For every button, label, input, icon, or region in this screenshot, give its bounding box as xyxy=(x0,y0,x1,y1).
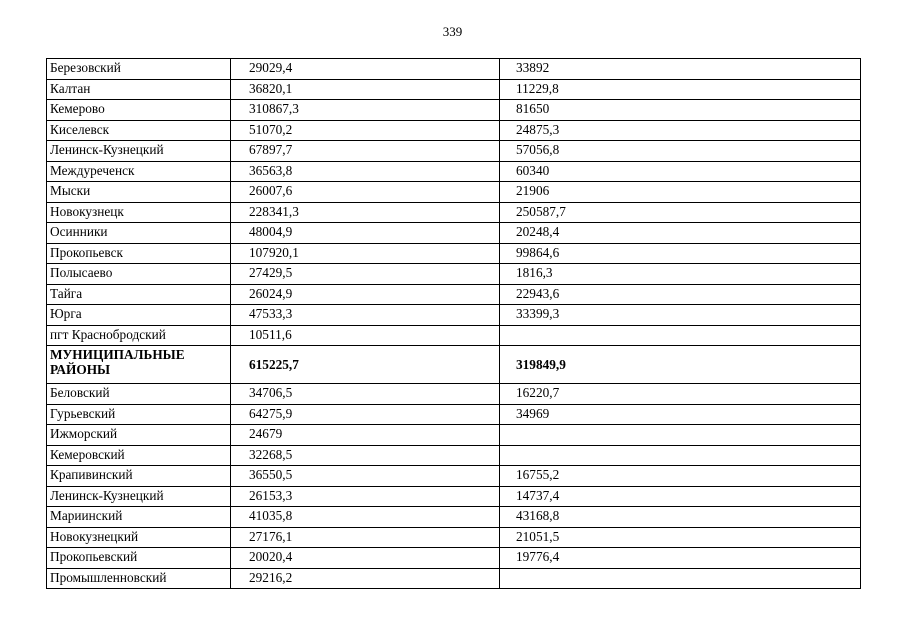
value-column-1-cell: 26024,9 xyxy=(231,284,500,305)
value-column-1-cell: 228341,3 xyxy=(231,202,500,223)
value-column-2-cell: 20248,4 xyxy=(500,223,861,244)
table-row xyxy=(47,59,861,80)
value-column-2-cell xyxy=(500,325,861,346)
section-name-cell: МУНИЦИПАЛЬНЫЕ РАЙОНЫ xyxy=(47,346,231,384)
table-row xyxy=(47,568,861,589)
section-row xyxy=(47,346,861,384)
value-column-1-cell: 36563,8 xyxy=(231,161,500,182)
value-column-2-cell: 60340 xyxy=(500,161,861,182)
municipality-name-cell: Полысаево xyxy=(47,264,231,285)
value-column-1-cell: 10511,6 xyxy=(231,325,500,346)
value-column-2-cell: 57056,8 xyxy=(500,141,861,162)
municipality-name-cell: Юрга xyxy=(47,305,231,326)
table-row xyxy=(47,486,861,507)
municipality-name-cell: Новокузнецк xyxy=(47,202,231,223)
table-row xyxy=(47,404,861,425)
table-row xyxy=(47,120,861,141)
table-row xyxy=(47,141,861,162)
value-column-1-cell: 36550,5 xyxy=(231,466,500,487)
value-column-2-cell: 22943,6 xyxy=(500,284,861,305)
municipality-name-cell: Междуреченск xyxy=(47,161,231,182)
table-row xyxy=(47,202,861,223)
value-column-2-cell xyxy=(500,425,861,446)
value-column-1-cell: 64275,9 xyxy=(231,404,500,425)
table-row xyxy=(47,161,861,182)
municipality-name-cell: Мариинский xyxy=(47,507,231,528)
value-column-2-cell: 34969 xyxy=(500,404,861,425)
value-column-2-cell: 14737,4 xyxy=(500,486,861,507)
table-row xyxy=(47,384,861,405)
table-row xyxy=(47,243,861,264)
municipality-name-cell: Тайга xyxy=(47,284,231,305)
municipality-name-cell: Прокопьевск xyxy=(47,243,231,264)
value-column-2-cell: 43168,8 xyxy=(500,507,861,528)
municipality-name-cell: Осинники xyxy=(47,223,231,244)
table-row xyxy=(47,305,861,326)
value-column-2-cell: 24875,3 xyxy=(500,120,861,141)
municipality-name-cell: Кемеровский xyxy=(47,445,231,466)
value-column-2-cell: 11229,8 xyxy=(500,79,861,100)
value-column-1-cell: 20020,4 xyxy=(231,548,500,569)
municipality-name-cell: Крапивинский xyxy=(47,466,231,487)
value-column-2-cell: 1816,3 xyxy=(500,264,861,285)
value-column-2-cell: 16755,2 xyxy=(500,466,861,487)
value-column-2-cell: 99864,6 xyxy=(500,243,861,264)
value-column-1-cell: 48004,9 xyxy=(231,223,500,244)
value-column-1-cell: 29029,4 xyxy=(231,59,500,80)
table-row xyxy=(47,223,861,244)
value-column-2-cell: 33892 xyxy=(500,59,861,80)
value-column-2-cell: 21906 xyxy=(500,182,861,203)
value-column-1-cell: 51070,2 xyxy=(231,120,500,141)
municipality-name-cell: Киселевск xyxy=(47,120,231,141)
municipality-name-cell: Промышленновский xyxy=(47,568,231,589)
value-column-1-cell: 29216,2 xyxy=(231,568,500,589)
table-row xyxy=(47,264,861,285)
value-column-2-cell: 319849,9 xyxy=(500,346,861,384)
table-row xyxy=(47,100,861,121)
municipality-name-cell: Кемерово xyxy=(47,100,231,121)
value-column-2-cell xyxy=(500,445,861,466)
table-row xyxy=(47,284,861,305)
table-row xyxy=(47,445,861,466)
value-column-1-cell: 24679 xyxy=(231,425,500,446)
municipality-name-cell: Березовский xyxy=(47,59,231,80)
municipality-name-cell: Мыски xyxy=(47,182,231,203)
table-row xyxy=(47,548,861,569)
value-column-1-cell: 27429,5 xyxy=(231,264,500,285)
value-column-2-cell: 16220,7 xyxy=(500,384,861,405)
value-column-1-cell: 26007,6 xyxy=(231,182,500,203)
table-row xyxy=(47,466,861,487)
value-column-1-cell: 27176,1 xyxy=(231,527,500,548)
municipality-name-cell: Беловский xyxy=(47,384,231,405)
page-number: 339 xyxy=(442,24,463,39)
table-row xyxy=(47,325,861,346)
value-column-2-cell: 250587,7 xyxy=(500,202,861,223)
value-column-1-cell: 615225,7 xyxy=(231,346,500,384)
value-column-2-cell: 33399,3 xyxy=(500,305,861,326)
value-column-1-cell: 47533,3 xyxy=(231,305,500,326)
table-row xyxy=(47,79,861,100)
value-column-2-cell: 81650 xyxy=(500,100,861,121)
budget-table xyxy=(46,58,861,589)
value-column-2-cell: 19776,4 xyxy=(500,548,861,569)
municipality-name-cell: Новокузнецкий xyxy=(47,527,231,548)
table-row xyxy=(47,527,861,548)
value-column-1-cell: 67897,7 xyxy=(231,141,500,162)
value-column-1-cell: 107920,1 xyxy=(231,243,500,264)
table-row xyxy=(47,182,861,203)
municipality-name-cell: Гурьевский xyxy=(47,404,231,425)
value-column-2-cell xyxy=(500,568,861,589)
table-row xyxy=(47,507,861,528)
municipality-name-cell: Прокопьевский xyxy=(47,548,231,569)
municipality-name-cell: Калтан xyxy=(47,79,231,100)
municipality-name-cell: Ленинск-Кузнецкий xyxy=(47,486,231,507)
value-column-1-cell: 34706,5 xyxy=(231,384,500,405)
value-column-2-cell: 21051,5 xyxy=(500,527,861,548)
table-row xyxy=(47,425,861,446)
municipality-name-cell: Ижморский xyxy=(47,425,231,446)
value-column-1-cell: 36820,1 xyxy=(231,79,500,100)
value-column-1-cell: 26153,3 xyxy=(231,486,500,507)
value-column-1-cell: 41035,8 xyxy=(231,507,500,528)
value-column-1-cell: 32268,5 xyxy=(231,445,500,466)
municipality-name-cell: пгт Краснобродский xyxy=(47,325,231,346)
budget-table-body xyxy=(47,59,861,589)
value-column-1-cell: 310867,3 xyxy=(231,100,500,121)
municipality-name-cell: Ленинск-Кузнецкий xyxy=(47,141,231,162)
